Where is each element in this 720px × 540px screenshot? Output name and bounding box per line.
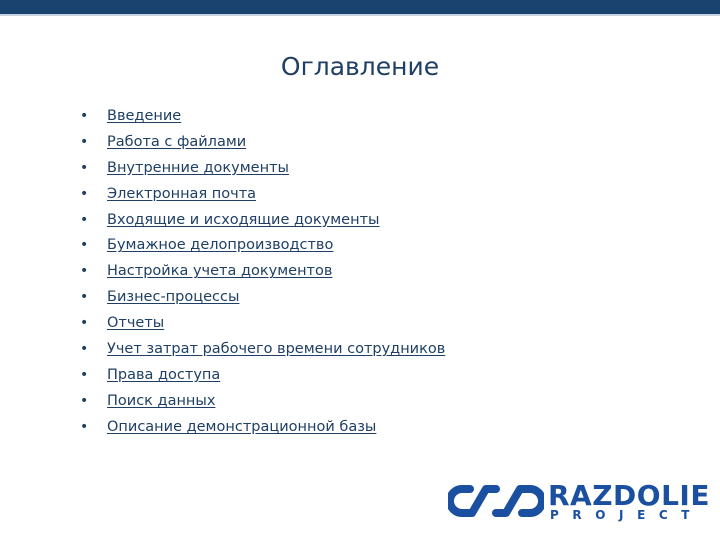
toc-link-email[interactable]: Электронная почта bbox=[107, 185, 257, 202]
toc-link-business-processes[interactable]: Бизнес-процессы bbox=[107, 289, 240, 306]
toc-link-files[interactable]: Работа с файлами bbox=[107, 133, 247, 150]
logo-mark-icon bbox=[448, 481, 544, 521]
bullet-icon: • bbox=[80, 185, 89, 202]
toc-link-incoming-outgoing[interactable]: Входящие и исходящие документы bbox=[107, 211, 380, 228]
bullet-icon: • bbox=[80, 237, 89, 254]
toc-link-paper-records[interactable]: Бумажное делопроизводство bbox=[107, 237, 334, 254]
bullet-icon: • bbox=[80, 315, 89, 332]
bullet-icon: • bbox=[80, 159, 89, 176]
top-band-line bbox=[0, 14, 720, 16]
bullet-icon: • bbox=[80, 211, 89, 228]
bullet-icon: • bbox=[80, 392, 89, 409]
bullet-icon: • bbox=[80, 133, 89, 150]
bullet-icon: • bbox=[80, 366, 89, 383]
top-band bbox=[0, 0, 720, 14]
toc-link-time-tracking[interactable]: Учет затрат рабочего времени сотрудников bbox=[107, 341, 446, 358]
bullet-icon: • bbox=[80, 289, 89, 306]
page-title bbox=[0, 52, 720, 81]
logo-sub-text: PROJECT bbox=[550, 508, 704, 522]
bullet-icon: • bbox=[80, 108, 89, 124]
page-title-text: Оглавление bbox=[280, 52, 440, 81]
bullet-icon: • bbox=[80, 341, 89, 358]
toc-link-internal-docs[interactable]: Внутренние документы bbox=[107, 159, 289, 176]
toc-link-reports[interactable]: Отчеты bbox=[107, 315, 165, 332]
bullet-icon: • bbox=[80, 263, 89, 280]
toc-link-access-rights[interactable]: Права доступа bbox=[107, 366, 221, 383]
razdolie-logo bbox=[448, 481, 710, 521]
toc-link-settings[interactable]: Настройка учета документов bbox=[107, 263, 333, 280]
logo-main-text: RAZDOLIE bbox=[548, 479, 710, 512]
toc-link-introduction[interactable]: Введение bbox=[107, 108, 182, 124]
bullet-icon: • bbox=[80, 418, 89, 435]
toc-link-demo-database[interactable]: Описание демонстрационной базы bbox=[107, 418, 377, 435]
toc-link-data-search[interactable]: Поиск данных bbox=[107, 392, 216, 409]
